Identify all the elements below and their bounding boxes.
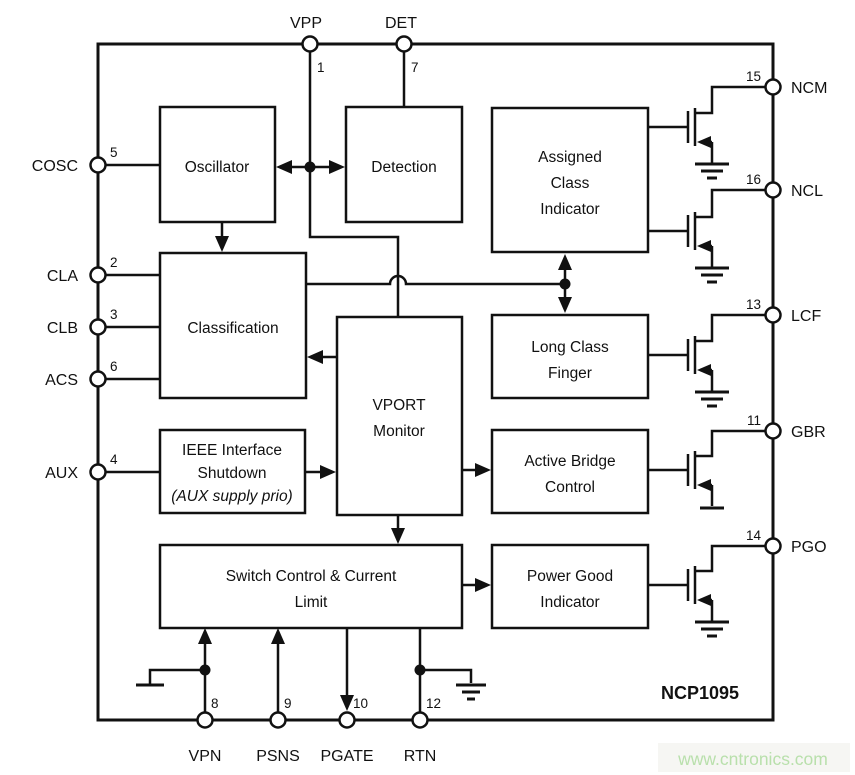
pin-ncl-label: NCL: [791, 183, 824, 200]
mosfet-lcf: [648, 315, 765, 406]
pin-vpn-circle: [198, 713, 213, 728]
junction-dot-vpn: [200, 665, 211, 676]
pin-clb-circle: [91, 320, 106, 335]
watermark: www.cntronics.com: [678, 749, 828, 769]
mosfet-gbr: [648, 431, 765, 508]
pin-vpp-circle: [303, 37, 318, 52]
pin-pgate-number: 10: [353, 696, 369, 711]
pin-gbr-number: 11: [746, 413, 761, 428]
pin-pgo-circle: [766, 539, 781, 554]
arrowhead-pgate-down: [340, 695, 354, 711]
block-detection-label: Detection: [371, 159, 437, 176]
pin-acs-number: 6: [110, 359, 118, 374]
arrowhead-into-aci-bottom: [558, 254, 572, 270]
pin-ncm-number: 15: [745, 69, 761, 84]
wire-classification-to-class-net: [306, 276, 565, 284]
pin-cosc-number: 5: [110, 145, 118, 160]
ground-symbol-ncl: [695, 268, 729, 282]
block-pgi-label-1: Power Good: [526, 568, 614, 585]
pin-lcf-circle: [766, 308, 781, 323]
arrowhead-into-classification-right: [307, 350, 323, 364]
arrowhead-into-lcf-top: [558, 297, 572, 313]
pin-psns-circle: [271, 713, 286, 728]
pin-det-number: 7: [411, 60, 419, 75]
pin-gbr-circle: [766, 424, 781, 439]
pin-pgo-label: PGO: [791, 539, 827, 556]
pin-cosc-circle: [91, 158, 106, 173]
junction-dot-rtn: [415, 665, 426, 676]
block-vport-monitor: [337, 317, 462, 515]
chip-name: NCP1095: [660, 683, 740, 703]
junction-dot-class-net: [560, 279, 571, 290]
block-ieee-label-1: IEEE Interface: [182, 442, 282, 459]
pin-aux-label: AUX: [45, 465, 78, 482]
ground-symbol-pgo: [695, 622, 729, 636]
wire-rtn-ground-branch: [420, 670, 471, 683]
pin-ncm-circle: [766, 80, 781, 95]
block-aci-label-3: Indicator: [540, 201, 600, 218]
pin-pgo-number: 14: [745, 528, 761, 543]
block-switch-control-current-limit: [160, 545, 462, 628]
block-aci-label-2: Class: [550, 175, 590, 192]
pin-pgate-label: PGATE: [320, 748, 374, 765]
pin-cla-label: CLA: [46, 268, 78, 285]
block-abc-label-1: Active Bridge: [524, 453, 616, 470]
arrowhead-into-oscillator: [276, 160, 292, 174]
pin-ncl-number: 16: [745, 172, 761, 187]
pin-clb-number: 3: [110, 307, 118, 322]
pin-ncl-circle: [766, 183, 781, 198]
arrowhead-into-abc: [475, 463, 491, 477]
ground-symbol-lcf: [695, 392, 729, 406]
ground-symbol-ncm: [695, 164, 729, 178]
block-vport-label-1: VPORT: [372, 397, 426, 414]
pin-psns-label: PSNS: [256, 748, 300, 765]
pin-rtn-label: RTN: [403, 748, 437, 765]
arrowhead-vpn-up: [198, 628, 212, 644]
junction-dot-vpp: [305, 162, 316, 173]
block-abc-label-2: Control: [545, 479, 595, 496]
block-vport-label-2: Monitor: [373, 423, 425, 440]
pin-cla-circle: [91, 268, 106, 283]
block-oscillator-label: Oscillator: [184, 159, 250, 176]
block-ieee-label-2: Shutdown: [197, 465, 267, 482]
block-pgi-label-2: Indicator: [540, 594, 600, 611]
pin-vpn-number: 8: [211, 696, 219, 711]
pin-det-label: DET: [385, 15, 417, 32]
ground-symbol-rtn: [456, 685, 486, 699]
arrowhead-into-switch-top: [391, 528, 405, 544]
wire-vpn-ground-branch: [150, 670, 205, 684]
pin-aux-circle: [91, 465, 106, 480]
pin-lcf-label: LCF: [791, 308, 822, 325]
block-classification-label: Classification: [187, 320, 279, 337]
mosfet-pgo: [648, 546, 765, 636]
pin-cla-number: 2: [110, 255, 118, 270]
arrowhead-into-vport-left: [320, 465, 336, 479]
pin-ncm-label: NCM: [791, 80, 828, 97]
pin-vpn-label: VPN: [188, 748, 222, 765]
block-aci-label-1: Assigned: [538, 149, 602, 166]
block-switch-label-2: Limit: [294, 594, 328, 611]
block-switch-label-1: Switch Control & Current: [225, 568, 397, 585]
block-power-good-indicator: [492, 545, 648, 628]
block-active-bridge-control: [492, 430, 648, 513]
block-long-class-finger: [492, 315, 648, 398]
pin-gbr-label: GBR: [791, 424, 826, 441]
arrowhead-into-detection: [329, 160, 345, 174]
arrowhead-into-pgi: [475, 578, 491, 592]
mosfet-ncl: [648, 190, 765, 282]
pin-vpp-number: 1: [317, 60, 325, 75]
pin-pgate-circle: [340, 713, 355, 728]
pin-rtn-circle: [413, 713, 428, 728]
pin-cosc-label: COSC: [31, 158, 78, 175]
pin-acs-circle: [91, 372, 106, 387]
block-lcf-label-1: Long Class: [531, 339, 609, 356]
pin-det-circle: [397, 37, 412, 52]
arrowhead-into-classification-top: [215, 236, 229, 252]
block-ieee-label-3: (AUX supply prio): [171, 488, 293, 505]
pin-rtn-number: 12: [426, 696, 442, 711]
blocks: [160, 107, 648, 628]
mosfet-ncm: [648, 87, 765, 178]
block-lcf-label-2: Finger: [548, 365, 592, 382]
pin-lcf-number: 13: [745, 297, 761, 312]
arrowhead-psns-up: [271, 628, 285, 644]
pin-vpp-label: VPP: [289, 15, 323, 32]
pin-clb-label: CLB: [46, 320, 78, 337]
pin-acs-label: ACS: [45, 372, 78, 389]
pin-psns-number: 9: [284, 696, 292, 711]
pin-aux-number: 4: [110, 452, 118, 467]
